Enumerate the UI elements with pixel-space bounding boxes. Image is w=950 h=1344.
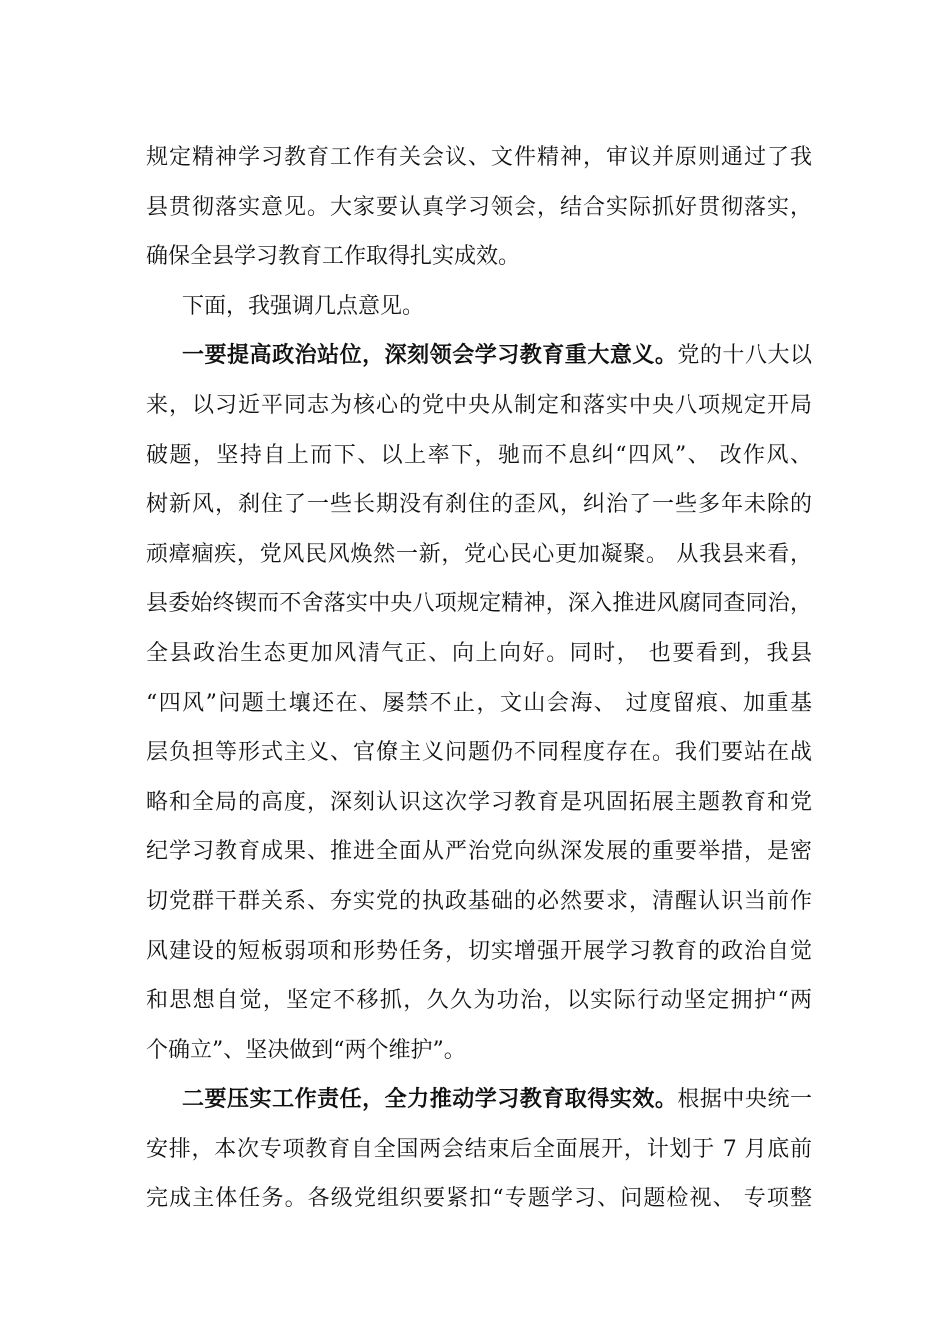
text-line — [146, 1075, 812, 1125]
point-one-first-line-text: 党的十八大以 — [677, 343, 812, 369]
paragraph-point-one — [146, 331, 812, 1075]
text-line: 安排，本次专项教育自全国两会结束后全面展开，计划于 7 月底前 — [146, 1136, 812, 1162]
text-line: 破题，坚持自上而下、以上率下，驰而不息纠“四风”、 改作风、 — [146, 442, 812, 468]
paragraph-continuation — [146, 133, 812, 282]
text-line: 下面，我强调几点意见。 — [182, 293, 425, 319]
text-line: 全县政治生态更加风清气正、向上向好。同时， 也要看到，我县 — [146, 640, 812, 666]
text-line: 个确立”、坚决做到“两个维护”。 — [146, 1037, 466, 1063]
text-line: 和思想自觉，坚定不移抓，久久为功治，以实际行动坚定拥护“两 — [146, 988, 812, 1014]
text-line: 切党群干群关系、夯实党的执政基础的必然要求，清醒认识当前作 — [146, 888, 812, 914]
text-line: 顽瘴痼疾，党风民风焕然一新，党心民心更加凝聚。 从我县来看， — [146, 541, 812, 567]
point-two-first-line-text: 根据中央统一 — [677, 1087, 812, 1113]
paragraph-intro — [146, 282, 812, 332]
text-line: 纪学习教育成果、推进全面从严治党向纵深发展的重要举措，是密 — [146, 839, 812, 865]
text-line: 树新风，刹住了一些长期没有刹住的歪风，纠治了一些多年未除的 — [146, 492, 812, 518]
text-line: 县委始终锲而不舍落实中央八项规定精神，深入推进风腐同查同治， — [146, 591, 812, 617]
text-line: 完成主体任务。各级党组织要紧扣“专题学习、问题检视、 专项整 — [146, 1186, 812, 1212]
text-line: 规定精神学习教育工作有关会议、文件精神，审议并原则通过了我 — [146, 145, 812, 170]
text-line — [146, 331, 812, 381]
document-body — [146, 133, 812, 1224]
point-one-heading: 一要提高政治站位，深刻领会学习教育重大意义。 — [182, 342, 678, 369]
text-line: 略和全局的高度，深刻认识这次学习教育是巩固拓展主题教育和党 — [146, 789, 812, 815]
text-line: 风建设的短板弱项和形势任务，切实增强开展学习教育的政治自觉 — [146, 938, 812, 964]
text-line: 层负担等形式主义、官僚主义问题仍不同程度存在。我们要站在战 — [146, 740, 812, 766]
text-line: “四风”问题土壤还在、屡禁不止，文山会海、 过度留痕、加重基 — [146, 690, 812, 716]
point-two-heading: 二要压实工作责任，全力推动学习教育取得实效。 — [182, 1086, 678, 1113]
text-line: 来，以习近平同志为核心的党中央从制定和落实中央八项规定开局 — [146, 392, 812, 418]
paragraph-point-two — [146, 1075, 812, 1224]
text-line: 确保全县学习教育工作取得扎实成效。 — [146, 244, 521, 270]
text-line: 县贯彻落实意见。大家要认真学习领会，结合实际抓好贯彻落实， — [146, 194, 812, 220]
